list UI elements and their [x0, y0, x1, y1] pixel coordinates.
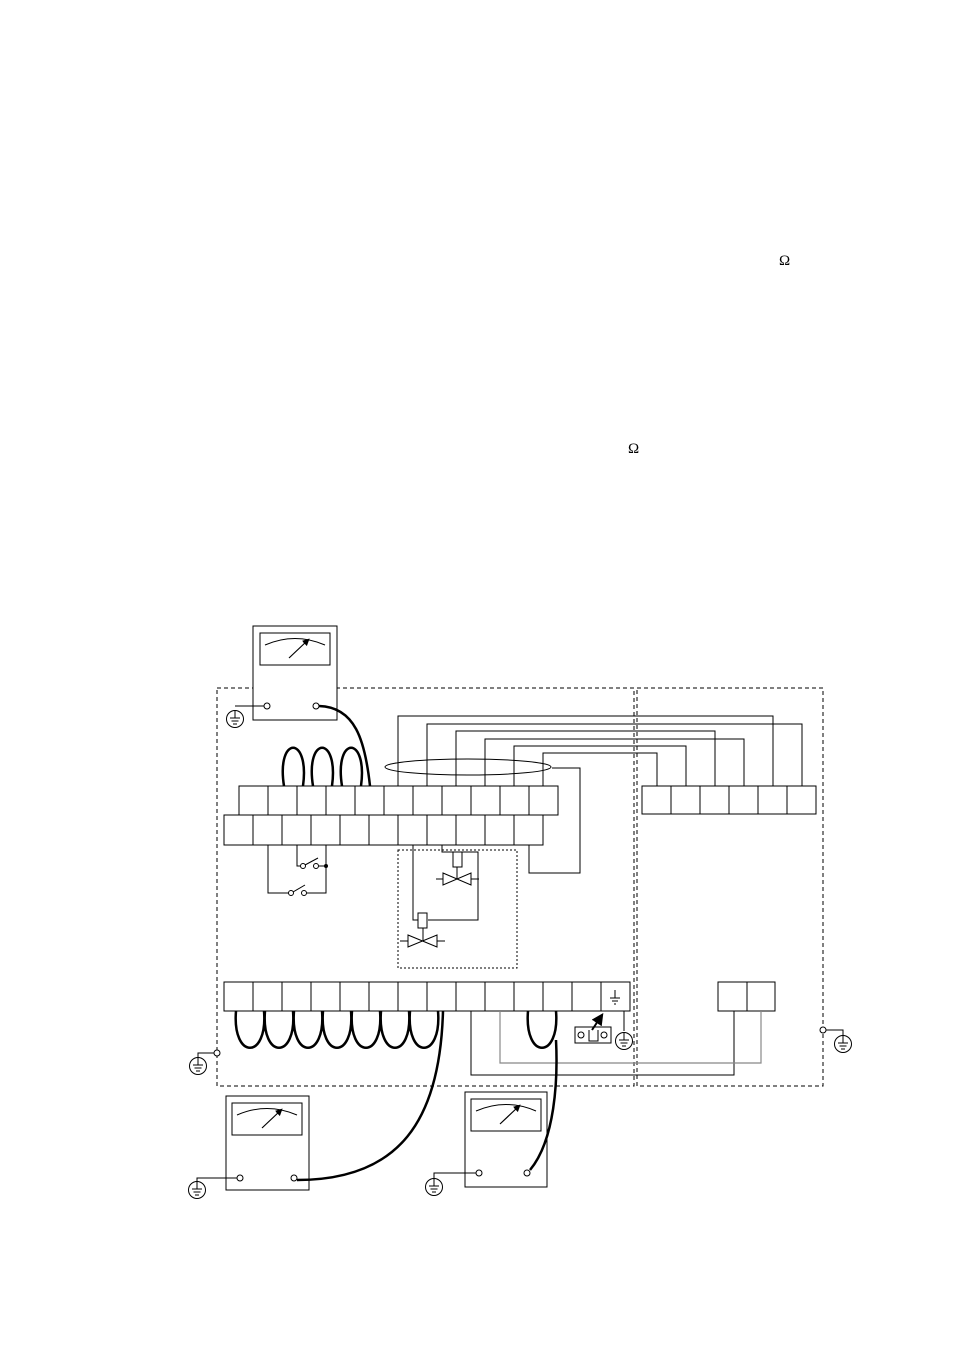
solenoid-valves [400, 845, 479, 947]
lower-shorting-loops [236, 1011, 557, 1048]
meter-bottom-right [465, 1092, 547, 1187]
right-enclosure [637, 688, 823, 1086]
ground-icon [616, 1033, 633, 1050]
switch-contacts [268, 845, 328, 896]
meter-bottom-left [226, 1096, 309, 1190]
left-enclosure [217, 688, 634, 1086]
cable-bundle-ring [385, 759, 551, 775]
ground-icon [426, 1179, 443, 1196]
terminal-block-upper [239, 786, 558, 815]
ground-icon [190, 1058, 207, 1075]
terminal-block-small [718, 982, 775, 1011]
ground-icon [189, 1182, 206, 1199]
fuse-connector-icon [575, 1018, 611, 1043]
ground-icon [835, 1036, 852, 1053]
terminal-block-right [642, 786, 816, 814]
ground-icon [227, 711, 244, 728]
omega-symbol-lower: Ω [628, 441, 640, 457]
omega-symbol-upper: Ω [779, 253, 791, 269]
terminal-block-middle [224, 815, 543, 845]
terminal-block-lower [224, 982, 630, 1011]
